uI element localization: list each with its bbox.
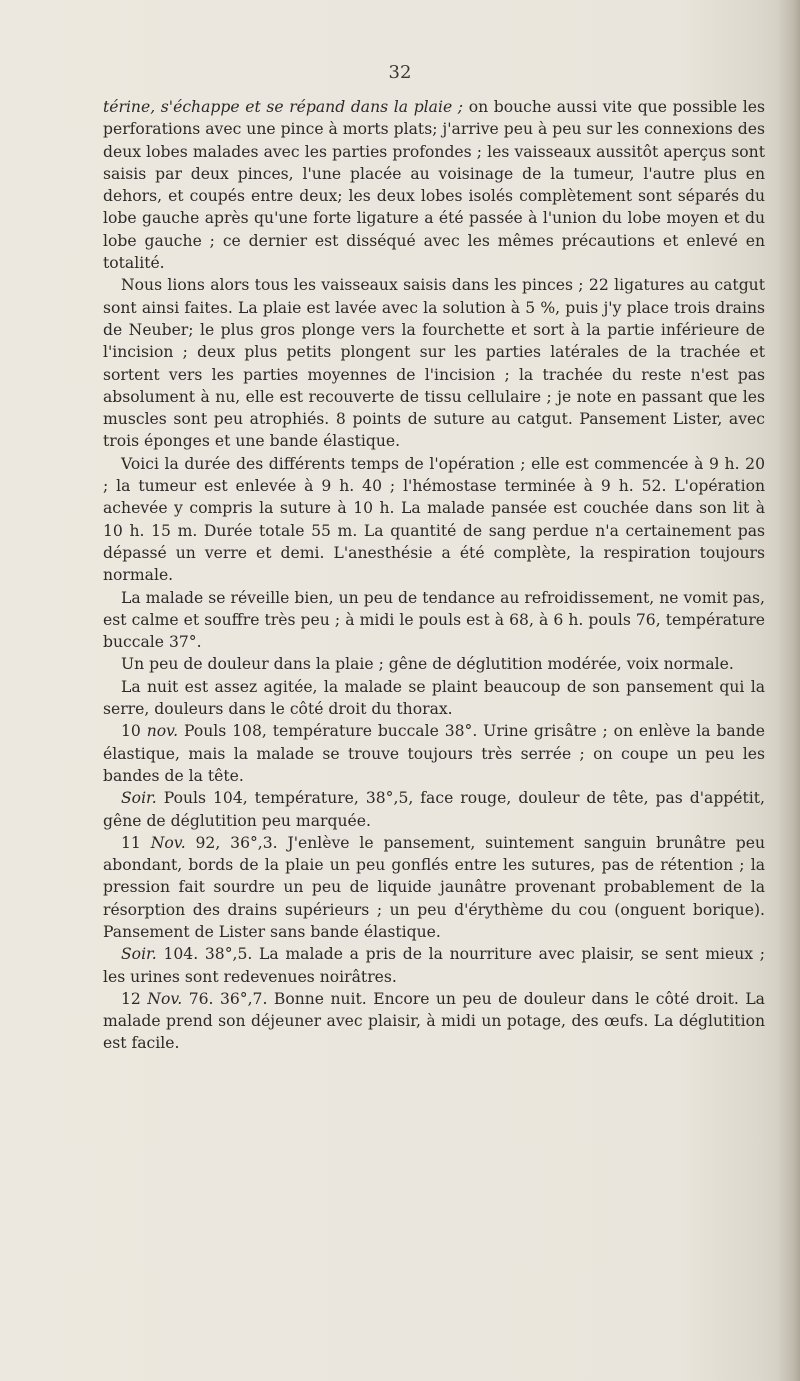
paragraph-evening-entry bbox=[103, 943, 765, 988]
body-text bbox=[103, 96, 765, 1055]
entry-day: 10 bbox=[121, 722, 147, 741]
page-number: 32 bbox=[388, 62, 412, 83]
paragraph bbox=[103, 274, 765, 452]
paragraph-text: Pouls 104, température, 38°,5, face rouge, douleur de tête, pas d'appétit, gêne de déglutition peu marquée. bbox=[103, 789, 765, 830]
paragraph-date-entry bbox=[103, 832, 765, 943]
paragraph-text: La nuit est assez agitée, la malade se plaint beaucoup de son pansement qui la serre, douleurs dans le côté droit du thorax. bbox=[103, 677, 765, 719]
paragraph-text: 92, 36°,3. J'enlève le pansement, suintement sanguin brunâtre peu abondant, bords de la plaie un peu gonflés entre les sutures, pas de rétention ; la pression fait sourdre un peu de liquide jaunâtre provenant probablement de la résorption des drains supérieurs ; un peu d'érythème du cou (onguent borique). Pansement de Lister sans bande élastique. bbox=[103, 833, 765, 941]
paragraph-text: Voici la durée des différents temps de l'opération ; elle est commencée à 9 h. 20 ; la tumeur est enlevée à 9 h. 40 ; l'hémostase terminée à 9 h. 52. L'opération achevée y compris la suture à 10 h. La malade pansée est couchée dans son lit à 10 h. 15 m. Durée totale 55 m. La quantité de sang perdue n'a certainement pas dépassé un verre et demi. L'anesthésie a été complète, la respiration toujours normale. bbox=[103, 454, 765, 585]
entry-day: 12 bbox=[121, 989, 148, 1008]
paragraph-text: Nous lions alors tous les vaisseaux saisis dans les pinces ; 22 ligatures au catgut sont ainsi faites. La plaie est lavée avec la solution à 5 %, puis j'y place trois drains de Neuber; le plus gros plonge vers la fourchette et sort à la partie inférieure de l'incision ; deux plus petits plongent sur les parties latérales de la trachée et sortent vers les parties moyennes de l'incision ; la trachée du reste n'est pas absolument à nu, elle est recouverte de tissu cellulaire ; je note en passant que les muscles sont peu atrophiés. 8 points de suture au catgut. Pansement Lister, avec trois éponges et une bande élastique. bbox=[103, 276, 765, 451]
paragraph bbox=[103, 587, 765, 654]
paragraph-text: Pouls 108, température buccale 38°. Urine grisâtre ; on enlève la bande élastique, mais la malade se trouve toujours très serrée ; on coupe un peu les bandes de la tête. bbox=[103, 722, 765, 785]
entry-month: Nov. bbox=[147, 989, 183, 1008]
paragraph-italic-lead: térine, s'échappe et se répand dans la plaie ; bbox=[103, 98, 464, 116]
paragraph-date-entry bbox=[103, 988, 765, 1055]
paragraph-text: on bouche aussi vite que possible les perforations avec une pince à morts plats; j'arrive peu à peu sur les connexions des deux lobes malades avec les parties profondes ; les vaisseaux aussitôt aperçus sont saisis par deux pinces, l'une placée au voisinage de la tumeur, l'autre plus en dehors, et coupés entre deux; les deux lobes isolés complètement sont séparés du lobe gauche après qu'une forte ligature a été passée à l'union du lobe moyen et du lobe gauche ; ce dernier est disséqué avec les mêmes précautions et enlevé en totalité. bbox=[103, 98, 765, 273]
paragraph-italic-lead: Soir. bbox=[121, 789, 157, 808]
paragraph bbox=[103, 453, 765, 587]
paragraph bbox=[103, 653, 765, 675]
entry-month: nov. bbox=[146, 722, 179, 741]
paragraph-date-entry bbox=[103, 720, 765, 787]
entry-month: Nov. bbox=[150, 833, 186, 852]
paragraph-text: Un peu de douleur dans la plaie ; gêne de déglutition modérée, voix normale. bbox=[121, 655, 734, 674]
paragraph bbox=[103, 676, 765, 721]
paragraph-evening-entry bbox=[103, 787, 765, 832]
paragraph bbox=[103, 96, 765, 274]
paragraph-text: La malade se réveille bien, un peu de tendance au refroidissement, ne vomit pas, est calme et souffre très peu ; à midi le pouls est à 68, à 6 h. pouls 76, température buccale 37°. bbox=[103, 588, 765, 652]
paragraph-text: 76. 36°,7. Bonne nuit. Encore un peu de douleur dans le côté droit. La malade prend son déjeuner avec plaisir, à midi un potage, des œufs. La déglutition est facile. bbox=[103, 989, 765, 1053]
entry-day: 11 bbox=[121, 833, 151, 852]
paragraph-italic-lead: Soir. bbox=[121, 945, 157, 964]
page-edge-shadow bbox=[778, 0, 800, 1381]
paragraph-text: 104. 38°,5. La malade a pris de la nourriture avec plaisir, se sent mieux ; les urines sont redevenues noirâtres. bbox=[103, 945, 765, 986]
